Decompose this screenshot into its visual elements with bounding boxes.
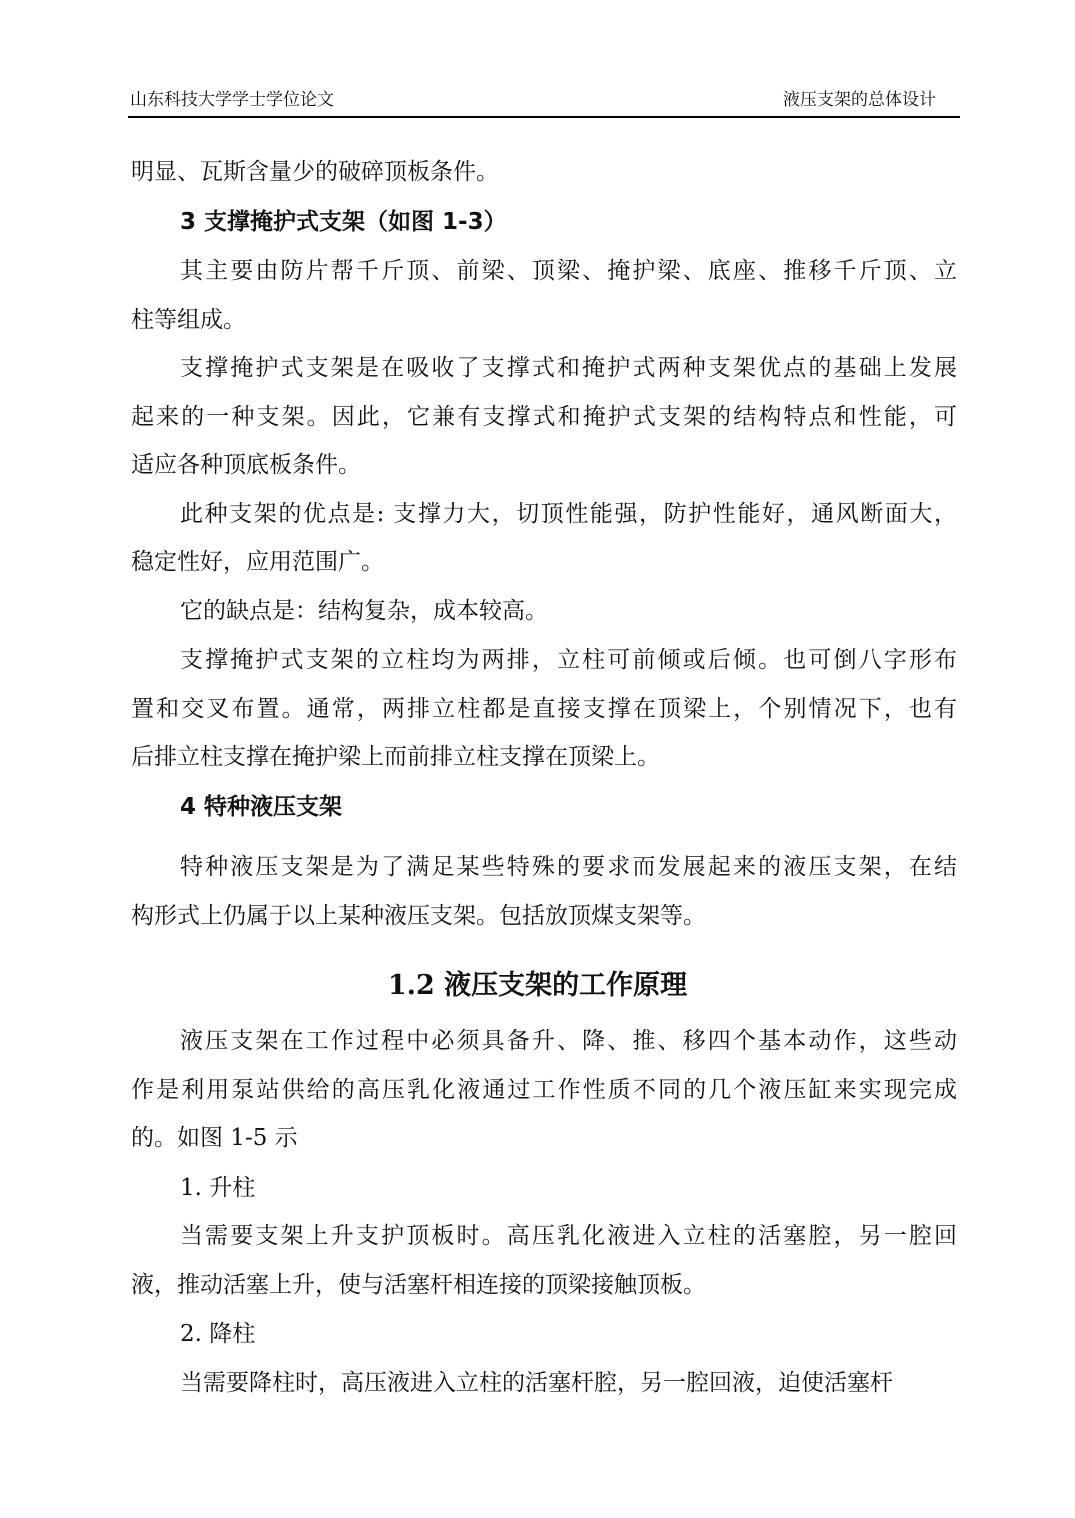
paragraph-line: 当需要降柱时，高压液进入立柱的活塞杆腔，另一腔回液，迫使活塞杆 [180, 1370, 893, 1396]
paragraph-line: 其主要由防片帮千斤顶、前梁、顶梁、掩护梁、底座、推移千斤顶、立 [180, 258, 957, 284]
paragraph-line: 适应各种顶底板条件。 [131, 452, 361, 478]
paragraph-line: 的。如图 1-5 示 [131, 1125, 298, 1151]
subsection-heading: 4 特种液压支架 [180, 794, 343, 820]
paragraph-line: 液，推动活塞上升，使与活塞杆相连接的顶梁接触顶板。 [131, 1272, 706, 1298]
page-header [128, 88, 960, 118]
paragraph-line: 构形式上仍属于以上某种液压支架。包括放顶煤支架等。 [131, 903, 706, 929]
paragraph-line: 当需要支架上升支护顶板时。高压乳化液进入立柱的活塞腔，另一腔回 [180, 1223, 957, 1249]
list-item-label: 1. 升柱 [180, 1175, 256, 1201]
paragraph-line: 液压支架在工作过程中必须具备升、降、推、移四个基本动作，这些动 [180, 1028, 957, 1054]
paragraph-line: 稳定性好，应用范围广。 [131, 549, 384, 575]
paragraph-line: 起来的一种支架。因此，它兼有支撑式和掩护式支架的结构特点和性能，可 [131, 404, 957, 430]
paragraph-line: 它的缺点是：结构复杂，成本较高。 [180, 598, 548, 624]
header-thesis-title: 山东科技大学学士学位论文 [130, 90, 334, 110]
paragraph-line: 此种支架的优点是: 支撑力大，切顶性能强，防护性能好，通风断面大， [180, 501, 957, 527]
paragraph-line: 置和交叉布置。通常，两排立柱都是直接支撑在顶梁上，个别情况下，也有 [131, 696, 957, 722]
paragraph-line: 支撑掩护式支架是在吸收了支撑式和掩护式两种支架优点的基础上发展 [180, 355, 957, 381]
list-item-label: 2. 降柱 [180, 1321, 256, 1347]
paragraph-line: 特种液压支架是为了满足某些特殊的要求而发展起来的液压支架，在结 [180, 854, 957, 880]
paragraph-line: 后排立柱支撑在掩护梁上而前排立柱支撑在顶梁上。 [131, 744, 660, 770]
header-chapter-title: 液压支架的总体设计 [783, 90, 936, 110]
paragraph-line: 明显、瓦斯含量少的破碎顶板条件。 [131, 159, 499, 185]
section-title: 1.2 液压支架的工作原理 [387, 970, 688, 1001]
paragraph-line: 支撑掩护式支架的立柱均为两排，立柱可前倾或后倾。也可倒八字形布 [180, 647, 957, 673]
subsection-heading: 3 支撑掩护式支架（如图 1-3） [180, 209, 507, 235]
paragraph-line: 柱等组成。 [131, 307, 246, 333]
paragraph-line: 作是利用泵站供给的高压乳化液通过工作性质不同的几个液压缸来实现完成 [131, 1077, 957, 1103]
